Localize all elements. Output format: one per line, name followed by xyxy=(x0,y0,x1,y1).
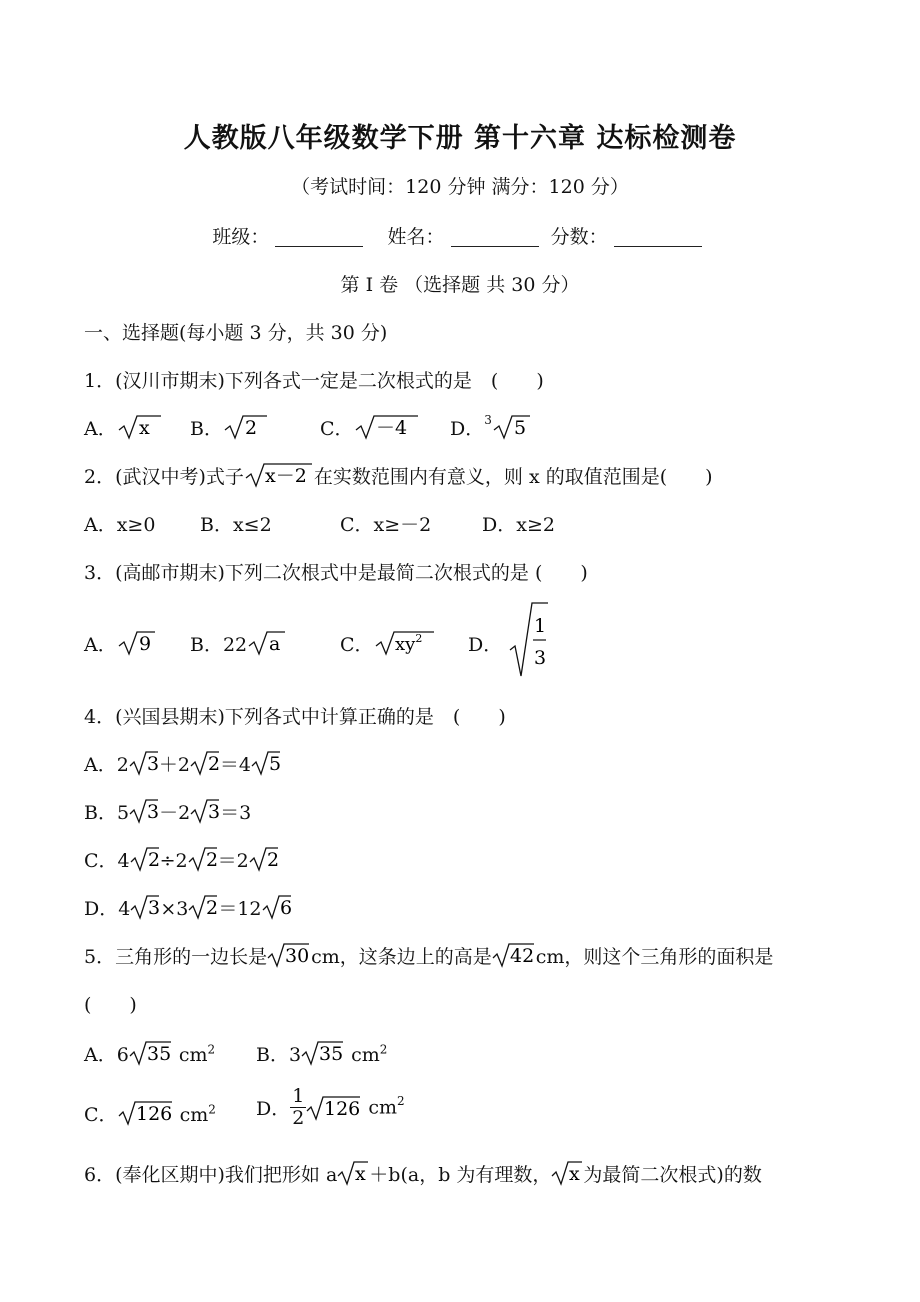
q3-option-d xyxy=(468,600,550,680)
question-3-stem: 3．(高邮市期末)下列二次根式中是最简二次根式的是 ( ) xyxy=(84,562,588,584)
sqrt xyxy=(267,942,311,968)
section-heading: 一、选择题(每小题 3 分，共 30 分) xyxy=(84,322,388,344)
sqrt xyxy=(301,1040,345,1066)
radicand: 2 xyxy=(266,849,279,871)
unit: cm xyxy=(368,1096,398,1119)
question-5-stem xyxy=(84,942,773,969)
radicand: 9 xyxy=(138,633,151,655)
expr-text: ×3 xyxy=(160,898,189,920)
radicand: 126 xyxy=(324,1097,361,1120)
question-1-stem: 1．(汉川市期末)下列各式一定是二次根式的是 ( ) xyxy=(84,370,544,392)
exponent: 2 xyxy=(414,632,422,645)
q4-option-a xyxy=(84,750,281,777)
fraction xyxy=(290,1086,306,1129)
sqrt xyxy=(118,1100,174,1126)
q2-option-d: D．x≥2 xyxy=(482,514,555,536)
question-2-stem xyxy=(84,462,713,489)
radicand: 126 xyxy=(135,1103,172,1125)
q2-option-b: B．x≤2 xyxy=(200,514,272,536)
sqrt xyxy=(130,846,160,872)
sqrt xyxy=(249,846,279,872)
radicand: x xyxy=(569,1163,581,1185)
stem-text: 2．(武汉中考)式子 xyxy=(84,466,244,488)
unit-exponent: 2 xyxy=(207,1042,216,1057)
score-label: 分数： xyxy=(550,226,608,248)
svg-text:xy2 xyxy=(395,632,422,655)
option-label: C． xyxy=(84,1104,118,1126)
option-label: D． xyxy=(256,1098,291,1120)
name-blank[interactable] xyxy=(451,228,539,247)
score-blank[interactable] xyxy=(614,228,702,247)
sqrt xyxy=(337,1160,369,1186)
option-label: A． xyxy=(84,634,117,656)
class-blank[interactable] xyxy=(275,228,363,247)
q3-option-c xyxy=(340,630,436,657)
q4-option-b xyxy=(84,798,251,825)
q3-option-a xyxy=(84,630,157,657)
radicand: 5 xyxy=(513,417,526,439)
stem-text: ＋b(a，b 为有理数， xyxy=(369,1164,552,1186)
student-fields xyxy=(0,222,920,249)
q1-option-d xyxy=(450,414,532,441)
expr-text: ＋2 xyxy=(158,754,190,776)
sqrt xyxy=(117,630,157,656)
radicand: 2 xyxy=(147,849,160,871)
radicand: 2 xyxy=(207,753,220,775)
q5-option-d xyxy=(256,1086,405,1129)
radicand: 42 xyxy=(509,945,534,967)
sqrt xyxy=(492,942,536,968)
sqrt xyxy=(374,630,436,656)
radicand: 3 xyxy=(208,801,221,823)
option-label: C． xyxy=(340,634,374,656)
radicand: x xyxy=(138,417,150,439)
radicand: 3 xyxy=(147,801,160,823)
sqrt xyxy=(190,798,220,824)
option-label: B．22 xyxy=(190,634,248,656)
name-label: 姓名： xyxy=(387,226,445,248)
option-label: D． xyxy=(450,418,485,440)
question-4-stem: 4．(兴国县期末)下列各式中计算正确的是 ( ) xyxy=(84,706,506,728)
q2-option-c: C．x≥－2 xyxy=(340,514,432,536)
radicand: 3 xyxy=(148,897,161,919)
sqrt xyxy=(551,1160,583,1186)
sqrt xyxy=(129,1040,173,1066)
sqrt xyxy=(247,630,287,656)
root-index: 3 xyxy=(484,412,492,427)
page-title: 人教版八年级数学下册 第十六章 达标检测卷 xyxy=(183,123,737,154)
radicand: 35 xyxy=(319,1043,344,1065)
radicand: 35 xyxy=(146,1043,171,1065)
q5-option-a xyxy=(84,1040,215,1067)
stem-text: 6．(奉化区期中)我们把形如 a xyxy=(84,1164,338,1186)
q3-option-b xyxy=(190,630,287,657)
stem-text: cm，则这个三角形的面积是 xyxy=(535,946,774,968)
expr-text: ＝2 xyxy=(217,850,249,872)
expr-text: ＝12 xyxy=(218,898,262,920)
unit: cm xyxy=(351,1044,380,1066)
unit-exponent: 2 xyxy=(208,1102,216,1117)
expr-text: ＝4 xyxy=(219,754,251,776)
sqrt xyxy=(130,894,160,920)
radicand: xy xyxy=(394,634,415,655)
radicand: －4 xyxy=(375,417,407,439)
numerator: 1 xyxy=(292,1085,305,1107)
exam-info: （考试时间：120 分钟 满分：120 分） xyxy=(291,176,629,198)
radicand: 30 xyxy=(285,945,310,967)
unit-exponent: 2 xyxy=(379,1042,388,1057)
sqrt xyxy=(244,462,314,488)
q4-option-d xyxy=(84,894,292,921)
sqrt xyxy=(223,414,269,440)
expr-text: B．5 xyxy=(84,802,130,824)
q2-option-a: A．x≥0 xyxy=(84,514,156,536)
option-label: C． xyxy=(320,418,354,440)
stem-text: 为最简二次根式)的数 xyxy=(583,1164,762,1186)
q5-answer-paren: ( ) xyxy=(84,994,137,1016)
radicand: 2 xyxy=(206,897,219,919)
option-label: A．6 xyxy=(84,1044,129,1066)
radicand: 5 xyxy=(269,753,281,775)
radicand: 2 xyxy=(244,417,258,439)
sqrt xyxy=(306,1095,362,1121)
sqrt xyxy=(188,894,218,920)
unit: cm xyxy=(179,1104,209,1126)
stem-text: cm，这条边上的高是 xyxy=(311,946,492,968)
q4-option-c xyxy=(84,846,279,873)
q1-option-c xyxy=(320,414,420,441)
sqrt xyxy=(129,798,159,824)
radicand: 3 xyxy=(146,753,159,775)
option-label: B． xyxy=(190,418,223,440)
option-label: D． xyxy=(468,634,503,656)
question-6-stem xyxy=(84,1160,762,1187)
unit-exponent: 2 xyxy=(397,1094,405,1109)
expr-text: ＝3 xyxy=(220,802,252,824)
sqrt xyxy=(492,414,532,440)
expr-text: C．4 xyxy=(84,850,130,872)
expr-text: D．4 xyxy=(84,898,131,920)
q1-option-a xyxy=(84,414,163,441)
q1-option-b xyxy=(190,414,269,441)
option-label: B．3 xyxy=(256,1044,302,1066)
sqrt xyxy=(354,414,420,440)
option-label: A． xyxy=(84,418,117,440)
expr-text: －2 xyxy=(159,802,191,824)
q5-option-b xyxy=(256,1040,387,1067)
sqrt xyxy=(262,894,292,920)
sqrt-fraction xyxy=(508,600,550,680)
radicand: x xyxy=(355,1163,367,1185)
sqrt xyxy=(117,414,163,440)
stem-text: 在实数范围内有意义，则 x 的取值范围是( ) xyxy=(313,466,713,488)
sqrt xyxy=(251,750,281,776)
expr-text: A．2 xyxy=(84,754,129,776)
volume-heading: 第 I 卷 （选择题 共 30 分） xyxy=(340,274,580,296)
sqrt xyxy=(129,750,159,776)
numerator: 1 xyxy=(534,615,547,637)
radicand: 2 xyxy=(205,849,218,871)
class-label: 班级： xyxy=(212,226,270,248)
sqrt xyxy=(188,846,218,872)
stem-text: 5．三角形的一边长是 xyxy=(84,946,268,968)
sqrt xyxy=(190,750,220,776)
radicand: 6 xyxy=(279,897,292,919)
denominator: 2 xyxy=(292,1107,305,1129)
radicand: x－2 xyxy=(264,465,307,487)
denominator: 3 xyxy=(534,647,547,669)
unit: cm xyxy=(178,1044,208,1066)
radicand: a xyxy=(269,633,281,655)
q5-option-c xyxy=(84,1100,216,1127)
expr-text: ÷2 xyxy=(159,850,188,872)
